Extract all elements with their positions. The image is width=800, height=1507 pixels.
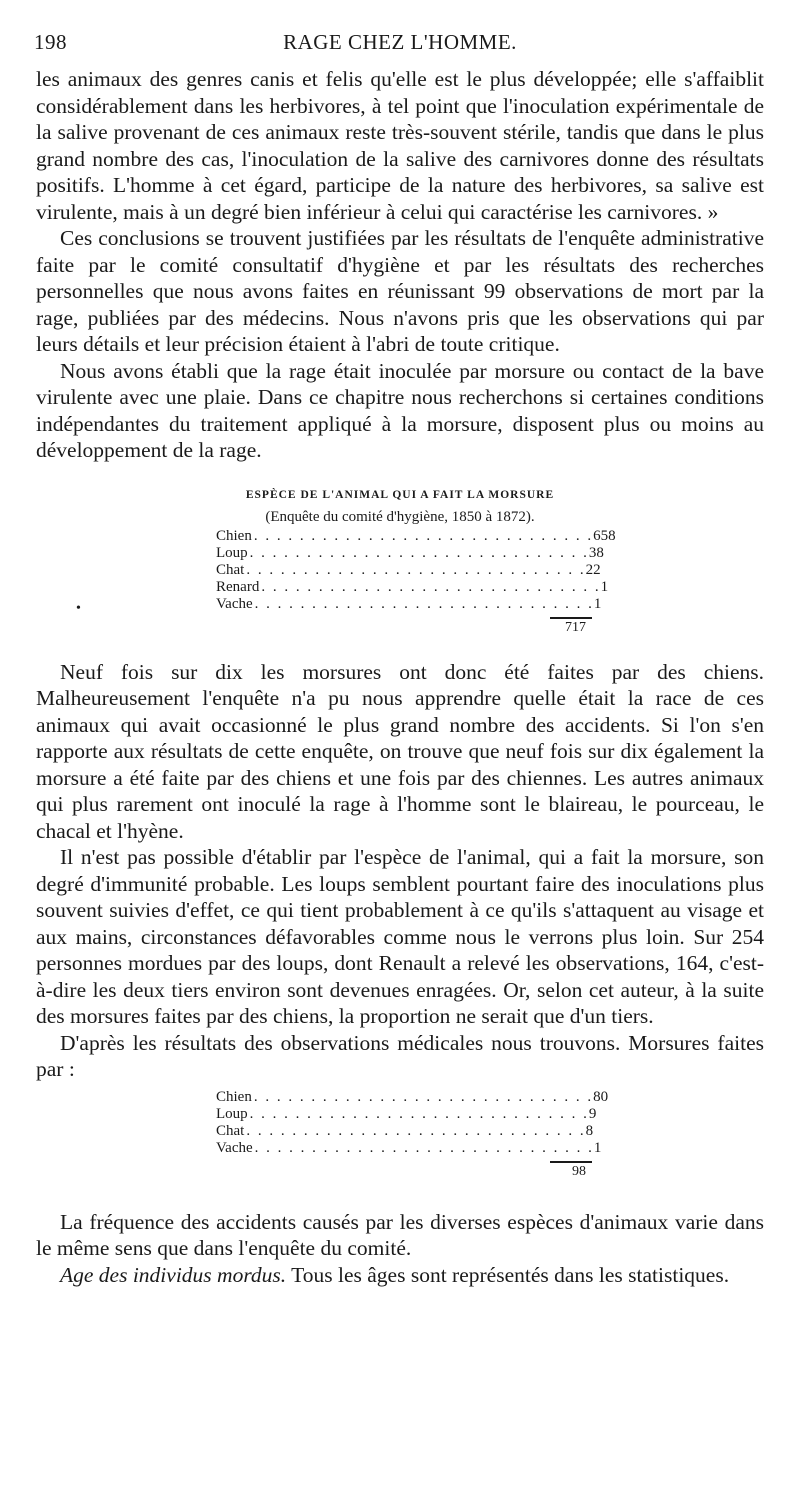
row-value: 38 [588, 544, 604, 561]
row-value: 80 [593, 1088, 609, 1105]
row-label: Renard [216, 578, 260, 595]
running-title: RAGE CHEZ L'HOMME. [283, 30, 517, 54]
row-value: 1 [600, 578, 609, 595]
row-value: 658 [593, 527, 616, 544]
row-value: 1 [593, 1139, 602, 1156]
row-value: 8 [585, 1122, 594, 1139]
row-label: Chat [216, 1122, 245, 1139]
paragraph-6: D'après les résultats des observations médicales nous trouvons. Morsures faites par : [36, 1030, 764, 1081]
leader-dots: . . . . . . . . . . . . . . . . . . . . . . . . . . . . . . [249, 544, 589, 561]
paragraph-1: les animaux des genres canis et felis qu'elle est le plus développée; elle s'affaiblit considérablement dans les herbivores, à tel point que l'inoculation expérimentale de la salive provenant de ces animaux reste très-souvent stérile, tandis que dans le plus grand nombre des cas, l'inoculation de la salive des carnivores donne des résultats positifs. L'homme à cet égard, participe de la nature des herbivores, sa salive est virulente, mais à un degré bien inférieur à celui qui caractérise les carnivores. » [36, 67, 764, 224]
leader-dots: . . . . . . . . . . . . . . . . . . . . . . . . . . . . . . [253, 527, 594, 544]
row-label: Chien [216, 527, 252, 544]
table-row [216, 544, 604, 562]
row-label: Chat [216, 561, 245, 578]
paragraph-4: Neuf fois sur dix les morsures ont donc été faites par des chiens. Malheureusement l'enquête n'a pu nous apprendre quelle était la race de ces animaux qui avait occasionné le plus grand nombre des accidents. Si l'on s'en rapporte aux résultats de cette enquête, on trouve que neuf fois sur dix également la morsure a été faite par des chiens et une fois par des chiennes. Les autres animaux qui plus rarement ont inoculé la rage à l'homme sont le blaireau, le pourceau, le chacal et l'hyène. [36, 659, 764, 843]
paragraph-8-text: Tous les âges sont représentés dans les statistiques. [286, 1262, 730, 1287]
leader-dots: . . . . . . . . . . . . . . . . . . . . . . . . . . . . . . [246, 1122, 586, 1139]
leader-dots: . . . . . . . . . . . . . . . . . . . . . . . . . . . . . . [249, 1105, 589, 1122]
table-row [216, 1105, 597, 1123]
table-2 [216, 1088, 609, 1181]
margin-mark: • [76, 601, 81, 616]
table-row [216, 561, 601, 579]
table-row [216, 595, 602, 613]
page-body [36, 66, 764, 1288]
row-label: Chien [216, 1088, 252, 1105]
paragraph-8 [36, 1262, 764, 1289]
leader-dots: . . . . . . . . . . . . . . . . . . . . . . . . . . . . . . [246, 561, 586, 578]
leader-dots: . . . . . . . . . . . . . . . . . . . . . . . . . . . . . . [254, 595, 594, 612]
row-value: 1 [593, 595, 602, 612]
table-row [216, 1139, 602, 1157]
table-row [216, 1088, 609, 1106]
table-row [216, 1123, 592, 1140]
paragraph-5: Il n'est pas possible d'établir par l'espèce de l'animal, qui a fait la morsure, son degré d'immunité probable. Les loups semblent pourtant faire des inoculations plus souvent suivies d'effet, ce qui tient probablement à ce qu'ils s'attaquent au visage et aux mains, circonstances défavorables comme nous le verrons plus loin. Sur 254 personnes mordues par des loups, dont Renault a relevé les observations, 164, c'est-à-dire les deux tiers environ sont devenues enragées. Or, selon cet auteur, à la suite des morsures faites par des chiens, la proportion ne serait que d'un tiers. [36, 845, 764, 1028]
row-label: Vache [216, 595, 253, 612]
row-value: 9 [588, 1105, 597, 1122]
section-heading-inline: Age des individus mordus. [60, 1262, 287, 1287]
table-2-total: 98 [572, 1163, 586, 1179]
leader-dots: . . . . . . . . . . . . . . . . . . . . . . . . . . . . . . [254, 1139, 594, 1156]
paragraph-2: Ces conclusions se trouvent justifiées par les résultats de l'enquête administrative faite par le comité consultatif d'hygiène et par les résultats des recherches personnelles que nous avons faites en réunissant 99 observations de mort par la rage, publiées par des médecins. Nous n'avons pris que les observations qui par leurs détails et leur précision étaient à l'abri de toute critique. [36, 226, 764, 356]
table-1 [216, 527, 616, 637]
page-header [34, 30, 766, 58]
row-label: Loup [216, 544, 248, 561]
paragraph-7: La fréquence des accidents causés par les diverses espèces d'animaux varie dans le même sens que dans l'enquête du comité. [36, 1209, 764, 1260]
table-1-title: ESPÈCE DE L'ANIMAL QUI A FAIT LA MORSURE [245, 488, 555, 501]
table-1-subtitle: (Enquête du comité d'hygiène, 1850 à 1872). [265, 508, 535, 525]
table-row [216, 578, 609, 596]
table-1-total: 717 [565, 619, 586, 635]
page-number: 198 [34, 30, 67, 54]
leader-dots: . . . . . . . . . . . . . . . . . . . . . . . . . . . . . . [253, 1088, 594, 1105]
paragraph-3: Nous avons établi que la rage était inoculée par morsure ou contact de la bave virulente avec une plaie. Dans ce chapitre nous recherchons si certaines conditions indépendantes du traitement appliqué à la morsure, disposent plus ou moins au développement de la rage. [36, 358, 764, 462]
row-label: Vache [216, 1139, 253, 1156]
leader-dots: . . . . . . . . . . . . . . . . . . . . . . . . . . . . . . [261, 578, 601, 595]
row-label: Loup [216, 1105, 248, 1122]
row-value: 22 [585, 561, 601, 578]
table-row [216, 527, 616, 545]
